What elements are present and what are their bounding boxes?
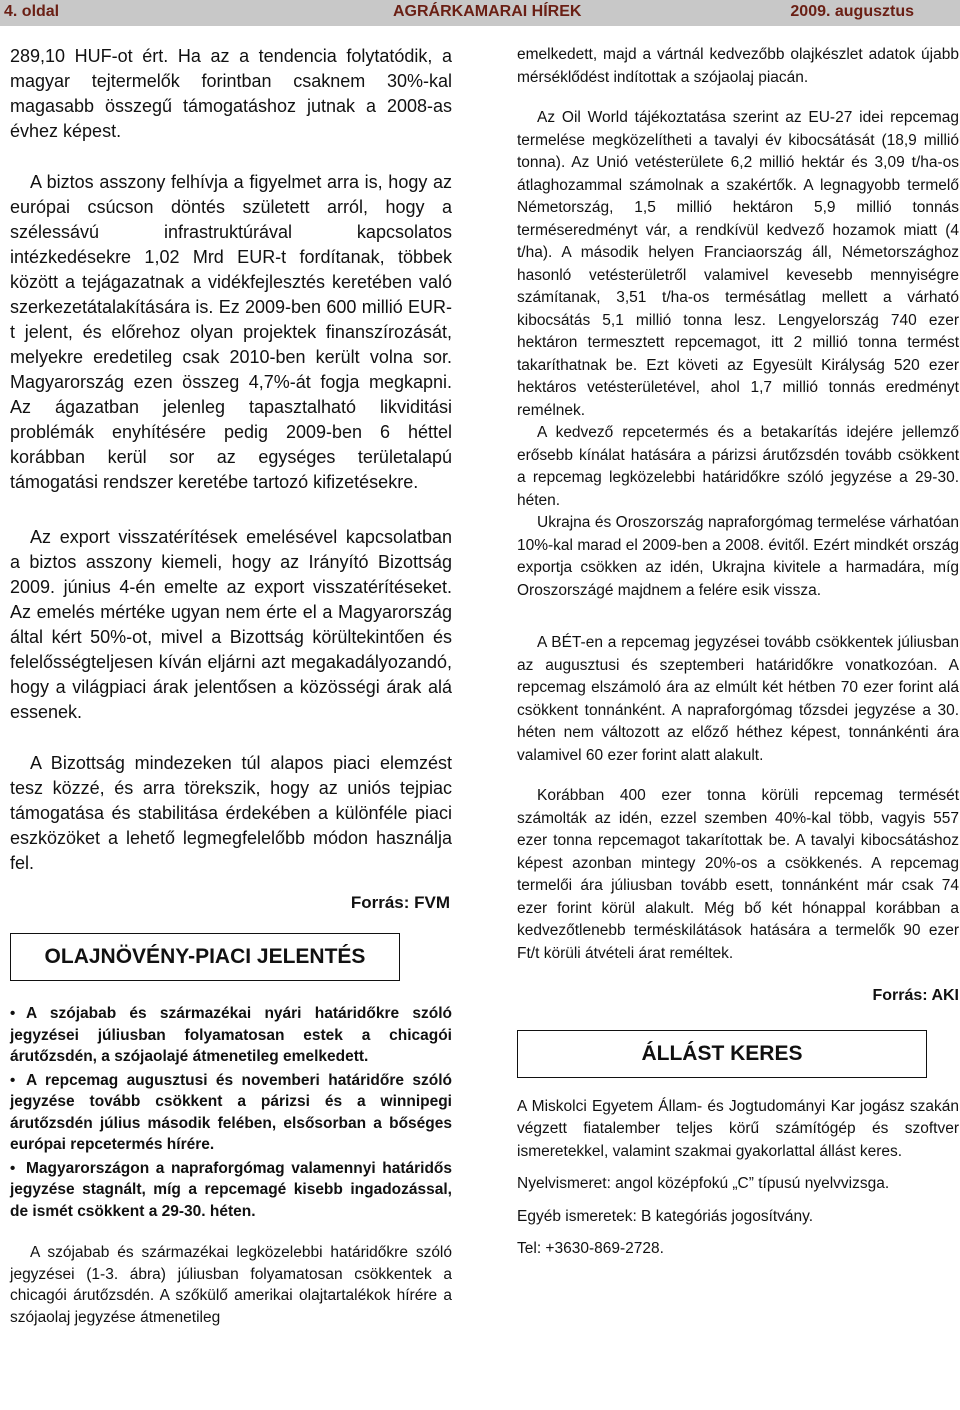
article-paragraph: Korábban 400 ezer tonna körüli repcemag termését számolták az idén, ezzel szemben 40%-kal több, vagyis 557 ezer tonna repcemagot takarítottak be. A tavalyi kibocsátáshoz képest azonban mintegy 20%-os a csökkenés. A repcemag termelői ára júliusban tovább esett, tonnánként már csak 74 ezer forint körül alakult. Még bő két hónappal korábban a kedvezőtlenebb terméskilátások hatására a termelők 90 ezer Ft/t körüli átvételi árat reméltek. [517,787,959,962]
summary-bullet-list [10,1003,452,1222]
bullet-text: A szójabab és származékai nyári határidőkre szóló jegyzései júliusban folyamatosan estek a chicagói árutőzsdén, a szójaolajé átmenetileg emelkedett. [10,1005,452,1065]
article-paragraph: Az export visszatérítések emelésével kapcsolatban a biztos asszony kiemeli, hogy az Irányító Bizottság 2009. június 4-én emelte az export visszatérítéseket. Az emelés mértéke ugyan nem érte el a Magyarország által kért 50%-ot, mivel a Bizottság körültekintően és felelősségteljesen kíván eljárni azt megakadályozandó, hogy a világpiaci árak jelentősen a közösségi árak alá essenek. [10,527,452,722]
article-paragraph: A BÉT-en a repcemag jegyzései tovább csökkentek júliusban az augusztusi és szeptemberi határidőkre vonatkozóan. A repcemag elszámoló ára az elmúlt két hétben 70 ezer forint alá csökkent tonnánként. A napraforgómag tőzsdei jegyzése a 30. héten nem változott az előző héthez képest, tonnánkénti ára valamivel 60 ezer forint alatt alakult. [517,634,959,764]
article-paragraph: A Bizottság mindezeken túl alapos piaci elemzést tesz közzé, és arra törekszik, hogy az uniós tejpiac támogatása és stabilitása érdekében a különféle piaci eszközöket a lehető legmegfelelőbb módon használja fel. [10,753,452,873]
article-paragraph: A biztos asszony felhívja a figyelmet arra is, hogy az európai csúcson döntés született arról, hogy a szélessávú infrastruktúrával kapcsolatos intézkedésekre 1,02 Mrd EUR-t fordítanak, többek között a tejágazatnak a vidékfejlesztés keretében való szerkezetátalakítására is. Ez 2009-ben 600 millió EUR-t jelent, és előrehoz olyan projektek finanszírozását, melyekre eredetileg csak 2010-ben került volna sor. Magyarország ezen összeg 4,7%-át fogja megkapni. Az ágazatban jelenleg tapasztalható likviditási problémák enyhítésére pedig 2009-ben 6 héttel korábban kerül sor az egységes területalapú támogatási rendszer keretébe tartozó kifizetésekre. [10,172,452,492]
summary-bullet [10,1070,452,1156]
page-number-label: 4. oldal [4,3,60,20]
publication-title: AGRÁRKAMARAI HÍREK [393,3,582,20]
job-ad-other-skills: Egyéb ismeretek: B kategóriás jogosítvány. [517,1207,814,1225]
bullet-text: Magyarországon a napraforgómag valamennyi határidős jegyzése stagnált, míg a repcemagé kisebb ingadozással, de ismét csökkent a 29-30. héten. [10,1159,452,1220]
bullet-text: A repcemag augusztusi és novemberi határidőre szóló jegyzése tovább csökkent a párizsi és a winnipegi árutőzsdén július második felében, elsősorban a bőséges európai repcetermés hírére. [10,1071,452,1153]
page-header [0,0,960,26]
article-paragraph: A kedvező repcetermés és a betakarítás idejére jellemző erősebb kínálat hatására a párizsi árutőzsdén tovább csökkent a repcemag legközelebbi határidőkre szóló jegyzése a 29-30. héten. [517,424,959,509]
job-ad-language: Nyelvismeret: angol középfokú „C” típusú nyelvvizsga. [517,1175,890,1192]
article-paragraph: 289,10 HUF-ot ért. Ha az a tendencia folytatódik, a magyar tejtermelők forintban csaknem 30%-kal magasabb összegű támogatáshoz jutnak a 2008-as évhez képest. [10,46,452,141]
section-title-job-seeking: ÁLLÁST KERES [517,1030,927,1078]
left-column [10,44,452,1328]
bullet-icon: • [10,1071,16,1089]
issue-date: 2009. augusztus [790,3,914,20]
article-paragraph: Az Oil World tájékoztatása szerint az EU-27 idei repcemag termelése megközelítheti a tavalyi év kibocsátását (18,9 millió tonna). Az Unió vetésterülete 6,2 millió hektár és 3,09 t/ha-os átlaghozammal számolnak a szakértők. A legnagyobb termelő Németország, 1,5 millió hektáron 5,9 millió tonnás terméseredményt vár, a rendkívül kedvező hozamok miatt (4 t/ha). A második helyen Franciaország áll, Németországhoz hasonló vetésterületről valamivel kevesebb mennyiségre számítanak, 3,51 t/ha-os termésátlag mellett a várható kibocsátás 5,1 millió tonna lesz. Lengyelország 740 ezer hektáron termesztett repcemagot, itt 2 millió tonna termést takaríthatnak be. Ezt követi az Egyesült Királyság 520 ezer hektáros vetésterületével, ahol 1,7 millió tonnás eredményt remélnek. [517,109,959,419]
article-source: Forrás: AKI [872,987,959,1004]
job-ad-paragraph: A Miskolci Egyetem Állam- és Jogtudományi Kar jogász szakán végzett fiatalember teljes körű számítógép és szoftver ismeretekkel, valamint szakmai gyakorlattal állást keres. [517,1097,959,1160]
article-paragraph: emelkedett, majd a vártnál kedvezőbb olajkészlet adatok újabb mérséklődést indítottak a szójaolaj piacán. [517,46,959,86]
job-ad-phone: Tel: +3630-869-2728. [517,1240,664,1257]
summary-bullet [10,1158,452,1223]
section-title-oilseed-report: OLAJNÖVÉNY-PIACI JELENTÉS [10,933,400,981]
bullet-icon: • [10,1159,16,1177]
summary-bullet [10,1003,452,1068]
bullet-icon: • [10,1005,16,1022]
article-paragraph: A szójabab és származékai legközelebbi határidőkre szóló jegyzései (1-3. ábra) júliusban folyamatosan csökkentek a chicagói árutőzsdén. A szőkülő amerikai olajtartalékok hírére a szójaolaj jegyzése átmenetileg [10,1244,452,1326]
article-paragraph: Ukrajna és Oroszország napraforgómag termelése várhatóan 10%-kal marad el 2009-ben a 2008. évitől. Ezért mindkét ország exportja csökken az idén, Ukrajna kivitele a harmadára, míg Oroszországé majdnem a felére esik vissza. [517,514,959,599]
article-source: Forrás: FVM [350,893,450,912]
right-column [517,44,959,1261]
